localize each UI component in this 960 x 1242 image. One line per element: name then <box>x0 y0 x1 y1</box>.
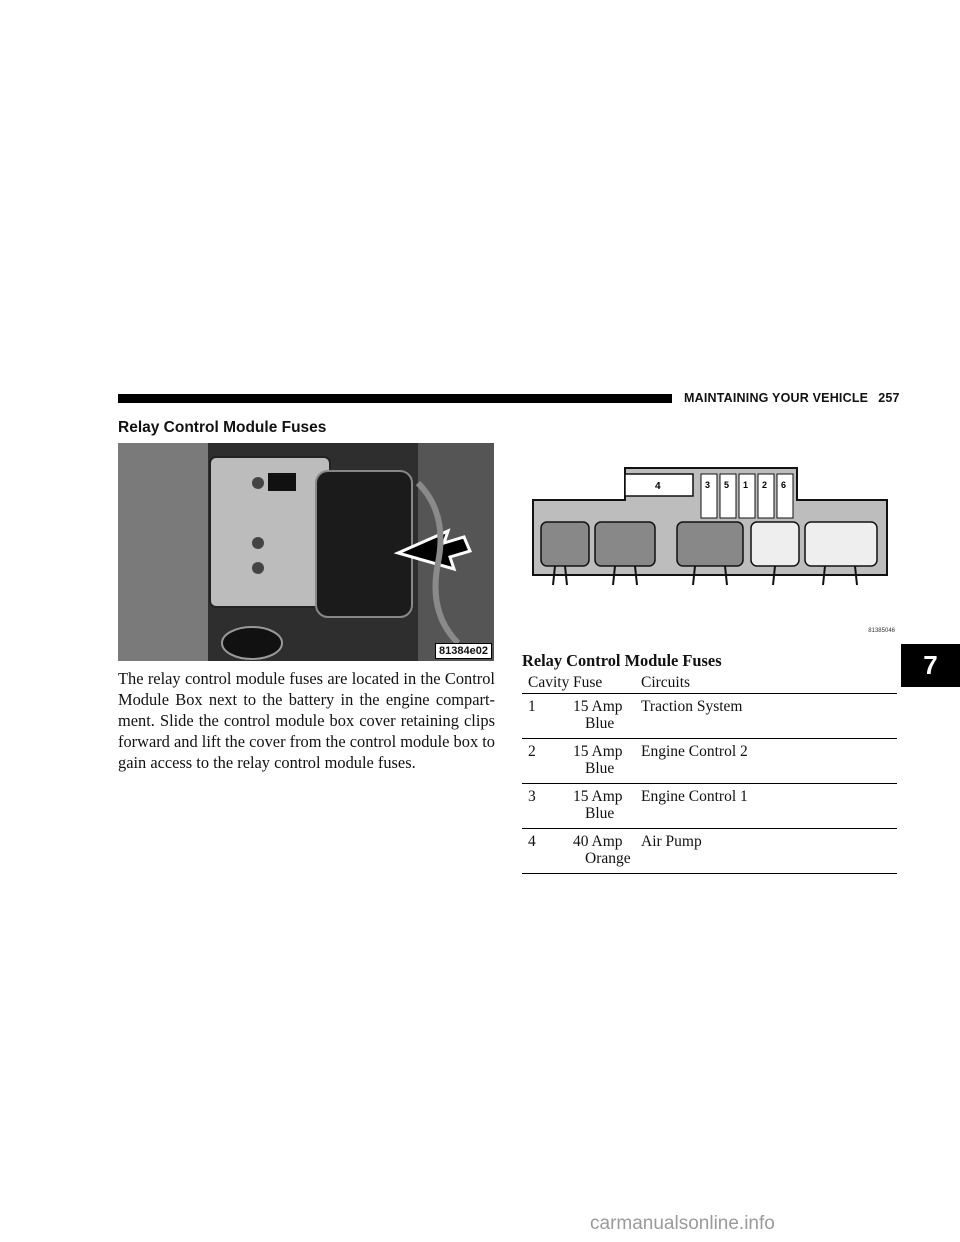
fuse-label-5: 5 <box>724 480 730 490</box>
running-header <box>684 391 900 405</box>
table-row <box>522 784 897 829</box>
fuse-cell <box>573 739 641 784</box>
cavity-cell: 3 <box>528 788 536 805</box>
fuse-table-header-row <box>522 674 897 694</box>
fuse-amp: 40 Amp <box>573 833 623 850</box>
cavity-cell: 4 <box>528 833 536 850</box>
fuse-label-1: 1 <box>743 480 749 490</box>
fuse-amp: 15 Amp <box>573 698 623 715</box>
section-title: MAINTAINING YOUR VEHICLE <box>684 391 869 405</box>
section-heading: Relay Control Module Fuses <box>118 419 327 436</box>
column-header-circuits: Circuits <box>641 674 897 694</box>
engine-compartment-photo <box>118 443 494 661</box>
chapter-tab: 7 <box>901 644 960 687</box>
circuit-cell: Engine Control 1 <box>641 788 748 805</box>
fuse-color: Orange <box>585 850 631 867</box>
table-row <box>522 694 897 739</box>
column-header-cavity: Cavity <box>522 674 573 694</box>
cavity-cell: 2 <box>528 743 536 760</box>
fuse-label-6: 6 <box>781 480 787 490</box>
circuit-cell: Engine Control 2 <box>641 743 748 760</box>
circuit-cell: Air Pump <box>641 833 702 850</box>
table-row <box>522 829 897 874</box>
fuse-cell <box>573 829 641 874</box>
fuse-table <box>522 674 897 874</box>
diagram-reference-code: 81385046 <box>868 628 895 634</box>
fuse-label-4: 4 <box>655 481 661 492</box>
fuse-color: Blue <box>585 760 615 777</box>
fuse-amp: 15 Amp <box>573 743 623 760</box>
cavity-cell: 1 <box>528 698 536 715</box>
circuit-cell: Traction System <box>641 698 743 715</box>
column-header-fuse: Fuse <box>573 674 641 694</box>
fuse-cell <box>573 784 641 829</box>
page-number: 257 <box>878 391 900 405</box>
fuse-cell <box>573 694 641 739</box>
fuse-color: Blue <box>585 805 615 822</box>
photo-reference-code: 81384e02 <box>435 643 492 659</box>
watermark: carmanualsonline.info <box>590 1213 775 1234</box>
fuse-table-title: Relay Control Module Fuses <box>522 651 722 670</box>
fuse-color: Blue <box>585 715 615 732</box>
fuse-amp: 15 Amp <box>573 788 623 805</box>
header-rule <box>118 394 672 403</box>
control-module-diagram <box>525 460 897 640</box>
table-row <box>522 739 897 784</box>
fuse-label-3: 3 <box>705 480 711 490</box>
body-paragraph: The relay control module fuses are located in the Control Module Box next to the battery in the engine compart-ment. Slide the control module box cover retaining clips forward and lift the cover from the control module box to gain access to the relay control module fuses. <box>118 669 495 772</box>
fuse-label-2: 2 <box>762 480 768 490</box>
